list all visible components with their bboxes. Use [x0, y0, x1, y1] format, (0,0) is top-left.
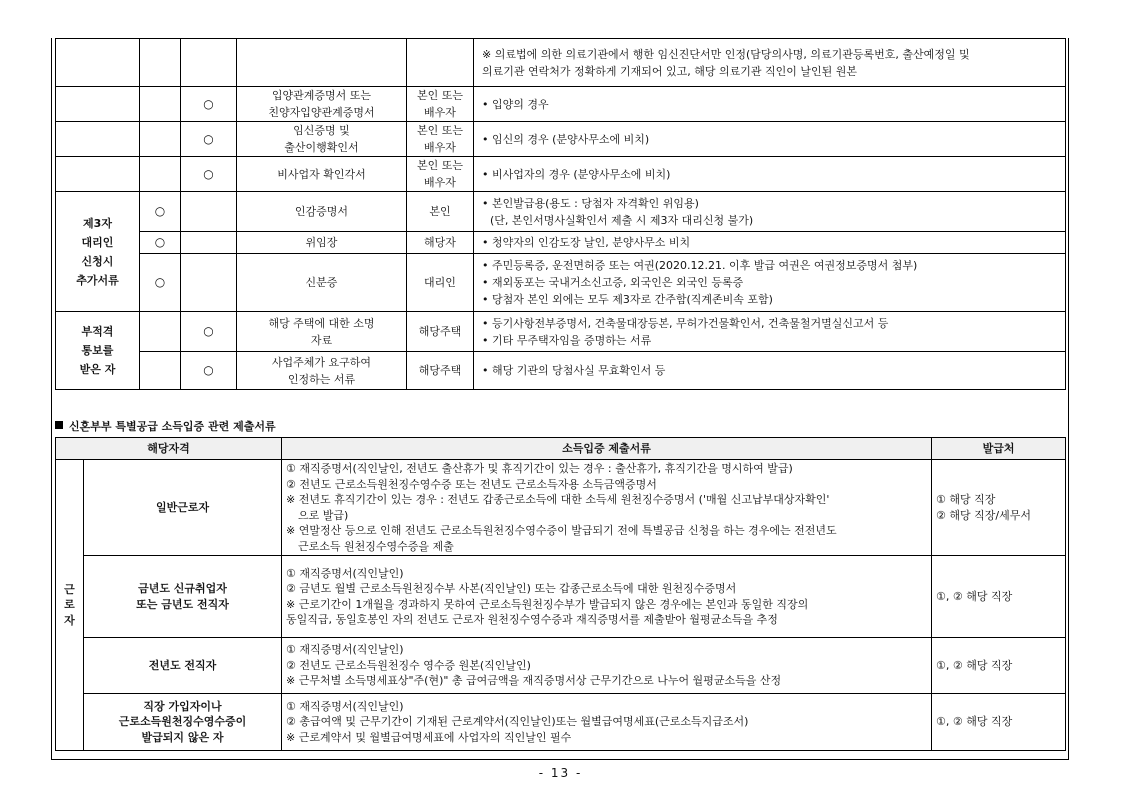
- mark-circle: [181, 192, 237, 232]
- issuer: 본인: [407, 192, 474, 232]
- issuer: ①, ② 해당 직장: [932, 638, 1066, 694]
- mark-circle: [181, 254, 237, 312]
- qualification: 전년도 전직자: [84, 638, 282, 694]
- header-documents: 소득입증 제출서류: [282, 438, 932, 460]
- description: • 비사업자의 경우 (분양사무소에 비치): [474, 157, 1066, 192]
- mark-circle: [140, 312, 181, 352]
- table-row: [56, 312, 1066, 352]
- description: • 해당 기관의 당첨사실 무효확인서 등: [474, 352, 1066, 390]
- documents: ① 재직증명서(직인날인) ② 금년도 월별 근로소득원천징수부 사본(직인날인) 또는 갑종근로소득에 대한 원천징수증명서 ※ 근로기간이 1개월을 경과하지 못하여 근로소득원천징수부가 발급되지 않은 경우에는 본인과 동일한 직장의 동일직급, 동일호봉인 자의 전년도 근로자 원천징수영수증과 재직증명서를 제출받아 월평균소득을 추정: [282, 556, 932, 638]
- mark-circle: ○: [181, 352, 237, 390]
- mark-circle: [140, 157, 181, 192]
- documents: ① 재직증명서(직인날인) ② 총급여액 및 근무기간이 기재된 근로계약서(직인날인)또는 월별급여명세표(근로소득지급조서) ※ 근로계약서 및 월별급여명세표에 사업자의 직인날인 필수: [282, 694, 932, 751]
- document-name: 입양관계증명서 또는 친양자입양관계증명서: [237, 87, 407, 122]
- mark-circle: [140, 87, 181, 122]
- qualification: 금년도 신규취업자 또는 금년도 전직자: [84, 556, 282, 638]
- documents: ① 재직증명서(직인날인) ② 전년도 근로소득원천징수 영수증 원본(직인날인) ※ 근무처별 소득명세표상"주(현)" 총 급여금액을 재직증명서상 근무기간으로 나누어 월평균소득을 산정: [282, 638, 932, 694]
- mark-circle: [181, 232, 237, 254]
- table-row: [56, 352, 1066, 390]
- issuer: ①, ② 해당 직장: [932, 556, 1066, 638]
- document-name: 인감증명서: [237, 192, 407, 232]
- table-row: [56, 254, 1066, 312]
- group-label-cell: [56, 122, 140, 157]
- income-proof-table: [55, 437, 1066, 751]
- qualification: 일반근로자: [84, 460, 282, 556]
- mark-circle: ○: [181, 312, 237, 352]
- table-row: [56, 556, 1066, 638]
- description: • 본인발급용(용도 : 당첨자 자격확인 위임용) (단, 본인서명사실확인서 제출 시 제3자 대리신청 불가): [474, 192, 1066, 232]
- table-row: [56, 460, 1066, 556]
- mark-circle: [140, 39, 181, 87]
- mark-circle: ○: [140, 232, 181, 254]
- document-name: [237, 39, 407, 87]
- issuer: ①, ② 해당 직장: [932, 694, 1066, 751]
- qualification: 직장 가입자이나 근로소득원천징수영수증이 발급되지 않은 자: [84, 694, 282, 751]
- group-label-proxy: 제3자 대리인 신청시 추가서류: [56, 192, 140, 312]
- mark-circle: [181, 39, 237, 87]
- table-row: [56, 694, 1066, 751]
- document-name: 위임장: [237, 232, 407, 254]
- description: • 청약자의 인감도장 날인, 분양사무소 비치: [474, 232, 1066, 254]
- section-title: 신혼부부 특별공급 소득입증 관련 제출서류: [55, 418, 276, 434]
- mark-circle: ○: [140, 254, 181, 312]
- issuer: ① 해당 직장 ② 해당 직장/세무서: [932, 460, 1066, 556]
- table-row: [56, 232, 1066, 254]
- mark-circle: [140, 352, 181, 390]
- group-label-cell: [56, 157, 140, 192]
- document-name: 비사업자 확인각서: [237, 157, 407, 192]
- mark-circle: ○: [181, 122, 237, 157]
- table-row: [56, 39, 1066, 87]
- document-name: 해당 주택에 대한 소명 자료: [237, 312, 407, 352]
- description: • 임신의 경우 (분양사무소에 비치): [474, 122, 1066, 157]
- table-row: [56, 638, 1066, 694]
- document-name: 사업주체가 요구하여 인정하는 서류: [237, 352, 407, 390]
- issuer: 본인 또는 배우자: [407, 122, 474, 157]
- description: ※ 의료법에 의한 의료기관에서 행한 임신진단서만 인정(담당의사명, 의료기관등록번호, 출산예정일 및 의료기관 연락처가 정확하게 기재되어 있고, 해당 의료기관 직인이 날인된 원본: [474, 39, 1066, 87]
- mark-circle: ○: [181, 157, 237, 192]
- table-header-row: [56, 438, 1066, 460]
- table-row: [56, 122, 1066, 157]
- description: • 입양의 경우: [474, 87, 1066, 122]
- mark-circle: ○: [140, 192, 181, 232]
- page-number: - 13 -: [538, 766, 583, 780]
- document-name: 임신증명 및 출산이행확인서: [237, 122, 407, 157]
- table-row: [56, 192, 1066, 232]
- group-label-cell: [56, 39, 140, 87]
- header-issuer: 발급처: [932, 438, 1066, 460]
- document-requirements-table: [55, 38, 1066, 390]
- mark-circle: ○: [181, 87, 237, 122]
- group-label-cell: [56, 87, 140, 122]
- issuer: 본인 또는 배우자: [407, 157, 474, 192]
- documents: ① 재직증명서(직인날인, 전년도 출산휴가 및 휴직기간이 있는 경우 : 출산휴가, 휴직기간을 명시하여 발급) ② 전년도 근로소득원천징수영수증 또는 전년도 근로소득자용 소득금액증명서 ※ 전년도 휴직기간이 있는 경우 : 전년도 갑종근로소득에 대한 소득세 원천징수증명서 ('매월 신고납부대상자확인' 으로 발급) ※ 연말정산 등으로 인해 전년도 근로소득원천징수영수증이 발급되기 전에 특별공급 신청을 하는 경우에는 전전년도 근로소득 원천징수영수증을 제출: [282, 460, 932, 556]
- description: • 주민등록증, 운전면허증 또는 여권(2020.12.21. 이후 발급 여권은 여권정보증명서 첨부) • 재외동포는 국내거소신고증, 외국인은 외국인 등록증 • 당첨자 본인 외에는 모두 제3자로 간주함(직계존비속 포함): [474, 254, 1066, 312]
- square-bullet-icon: [55, 421, 63, 429]
- issuer: 해당자: [407, 232, 474, 254]
- group-label-ineligible: 부적격 통보를 받은 자: [56, 312, 140, 390]
- issuer: 본인 또는 배우자: [407, 87, 474, 122]
- table-row: [56, 157, 1066, 192]
- issuer: 해당주택: [407, 352, 474, 390]
- header-qualification: 해당자격: [56, 438, 282, 460]
- mark-circle: [140, 122, 181, 157]
- issuer: 대리인: [407, 254, 474, 312]
- table-row: [56, 87, 1066, 122]
- issuer: [407, 39, 474, 87]
- document-name: 신분증: [237, 254, 407, 312]
- group-label-worker: 근 로 자: [56, 460, 84, 751]
- description: • 등기사항전부증명서, 건축물대장등본, 무허가건물확인서, 건축물철거멸실신고서 등 • 기타 무주택자임을 증명하는 서류: [474, 312, 1066, 352]
- issuer: 해당주택: [407, 312, 474, 352]
